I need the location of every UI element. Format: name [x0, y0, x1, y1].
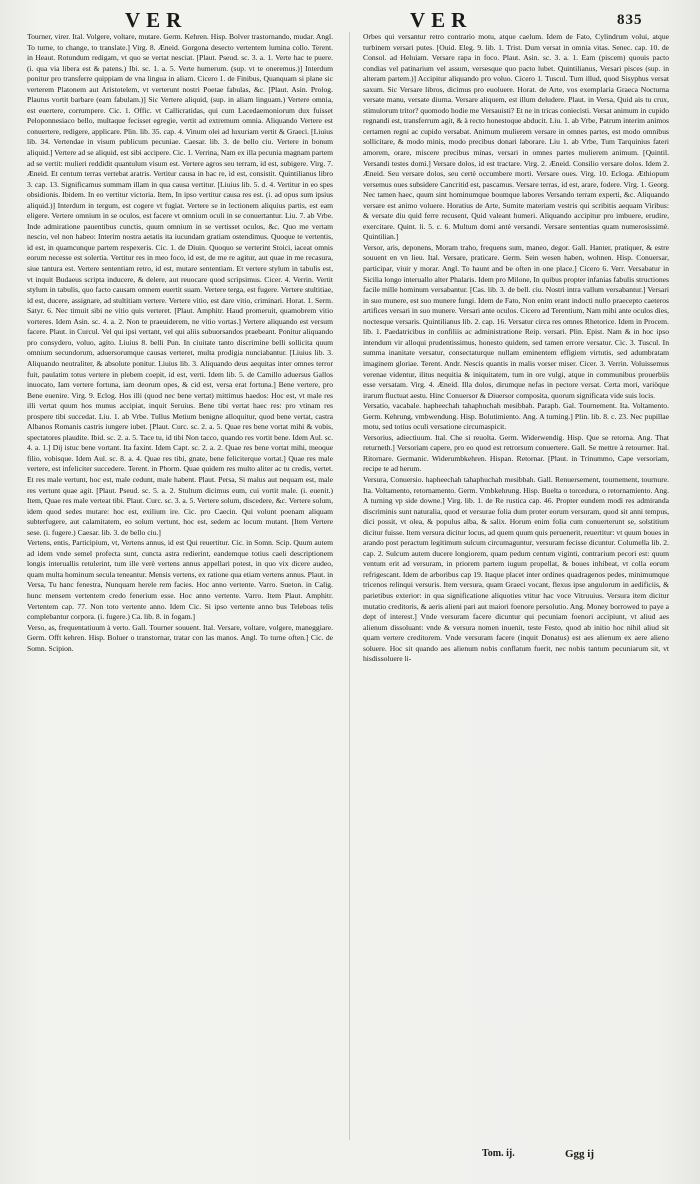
entry-paragraph: Versura, Conuersio. hapheechah tahaphuchah mesibbah. Gall. Renuersement, tournement, tournure. Ita. Voltamento, retornamento. Germ. Vmbkehrung. Hisp. Buelta o torcedura, o retornamiento. Ang. A turning vp side downe.] Virg. lib. 1. de Re rustica cap. 46. Propter eundem modi res admiranda discriminis sunt naturalia, quod et versurae folia dum proter eorum versuram, quod sit anni tempus, dici possit, vt olea, & populus alba, & salix. Horum enim folia cum conuerterunt se, solstitium dicitur fuisse. Item versura dicitur locus, ad quem quum quis peruenerit, reuertitur: vt quum boues in arando post peractum legitimum sulcum circumaguntur, versuram fecisse dicuntur. Columella lib. 2. cap. 2. Sulcum autem ducere longiorem, quam pedum centum viginti, contrarium pecori est: quum ventum erit ad versuram, in priorem partem iugum propellat, & boues inhibeat, vt colla eorum refrigescant. Idem de arboribus cap 19. Itaque placet inter ordines quadragenos pedes, minimumque tricenos relinqui versuris. Item versura, quam Graeci vocant, flexus ipse angulorum in aedificiis, & parietibus exterior: in qua significatione aliquoties vtitur hac voce Vitruuius. Versura item dicitur mutatio creditoris, & aeris alieni pari aut maiori foenore persolutio. Ang. Money borrowed to paye a dept of interest.] Vnde versuram facere dicuntur qui pecuniam foenori accipiunt, vt aliud aes alienum dissoluant: vnde & versura nomen inuenit, teste Festo, quod ab initio hoc nihil aliud sit quam vertere creditorem. Vnde versuram facere (inquit Donatus) est aes alienum ex aere alieno soluere. Hoc sit quando aes alienum nobis conflatum fuerit, nec nobis tantum pecuniarum sit, vt hisdissoluere li-	[363, 474, 669, 664]
entry-paragraph: Orbes qui versantur retro contrario motu, atque caelum. Idem de Fato, Cylindrum volui, atque turbinem versari putes. [Ouid. Eleg. 9. lib. 1. Trist. Dum versat in omnia vitas. Senec. cap. 10. de Consol. ad Heluiam. Versare rapa in foco. Plaut. Asin. sc. 3. a. 1. Eam (piscem) quouis pacto condias vel patinarium vel assum, versesque quo pacto lubet. Quintilianus, Versari pisces (sup. in alteram partem.)] Accipitur aliquando pro voluo. Cicero 1. Tuscul. Tum illud, quod Sisyphus versat saxum. Sic Versare libros, dicimus pro euoluere. Horat. de Arte, vos exemplaria Graeca Nocturna versate manu, versate diurna. Versare aliquem, est illum deludere. Plaut. in Versa, Quid ais tu crux, stimulorum tritor? quomodo hodie me Versauisti? Et ne in tricas coniecisti. Versat animum in cupido regnandi est, transferrum agit, & à recto honestoque abducit. Liu. 1. ab Vrbe, Patrum interim animos certamen regni ac cupido versabat. Animum mulierem versare in omnes partes, est modo omnibus sollicitare, & modo minis, modo precibus donari laborare. Liu 1. ab Vrbe, Tum Tarquinius fateri amorem, orare, miscere precibus minas, versari in omnes partes mulierem animum. [Quintil. Versandi testes domi.] Versare dolos, id est tractare. Virg. 2. Æneid. Consilio versare dolos. Idem 2. Æneid. Seu versare dolos, seu certè occumbere morti. Versare oues. Virg. 10. Ecloga. Æthiopum versemus oues subsidere Cancritid est, pascamus. Versare terras, id est, arare, fodere. Virg. 1. Georg. Nec tamen haec, quum sint hominumque boumque labores Versando terram experti, &c. Aliquando versare est animo voluere. Horatius de Arte, Sumite materiam vestris qui scribitis aequam Viribus: & versate diu quid ferre recusent, Quid valeant humeri. Aliquando accipitur pro imbuere, erudire, exercitare. Quint. li. 5. c. 6. Multum domi antè versandi. Versare sententias quam numerosissimè. Quintilian.]	[363, 32, 669, 242]
entry-paragraph: Versor, aris, deponens, Moram traho, frequens sum, maneo, degor. Gall. Hanter, pratiquer, & estre souuent en vn lieu. Ital. Versare, praticare. Germ. Sein wesen haben, wohnen. Hisp. Conuersar, participar, viuir y morar. Angl. To haunt and be often in one place.] Cicero 6. Verr. Versabatur in Sicilia longo interuallo alter Phalaris. Idem pro Milone, In quibus propter infanias fabulis structiones facile mille hominum versabantur. [Cas. lib. 3. de bell. ciu. Nostri intra vallum versabantur.] Versari in suo munere, est suo munere fungi. Idem de Fato, Non enim erant indocti nullo praecepto caeteros artifices versari in suo munere. Versari ante oculos. Cicero ad Terentium, Nam mihi ante oculos dies, noctesque versaris. Quintilianus lib. 2. cap. 16. Versatur circa res omnes Rhetorice. Idem in Procem. lib. 1. Paedatricibus in confiliis ac administratione Reip. versari. Plin. Epist. Nam & in hoc ipso intendum vir alloqui prudentissimus, honesto quidem, sed tamen errore versatur. Cic. 3. Tuscul. In summa inanitate versatur, consectaturque nullam eminentem effigiem virtutis, sed adumbratam imaginem gloriae. Terent. Andr. Nescis quantis in malis vorser miser. Cicer. 3. Verrin. Voluissemus verenae videntur, ilitus nequitia & iniquitatem, tum in ore vulgi, atque in communibus prouerbiis esse versatam. Virg. 4. Æneid. Illa dolos, dirumque nefas in pectore versat. Certa mori, variòque irarum fluctuat aestu. Hinc Conuersor & Diuersor composita, quorum significata vide suis locis.	[363, 242, 669, 400]
entry-paragraph: Verso, as, frequentatiuum à verto. Gall. Tourner souuent. Ital. Versare, voltare, volgere, maneggiare. Germ. Offt kehren. Hisp. Boluer o transtornar, tratar con las manos. Angl. To turne often.] Cic. de Somn. Scipion.	[27, 622, 333, 653]
running-head-right: VER	[410, 8, 473, 32]
entry-paragraph: Versorius, adiectiuum. Ital. Che si reuolta. Germ. Widerwendig. Hisp. Que se retorna. Ang. That returneth.] Versoriam capere, pro eo quod est retrorsum conuertere. Gall. Se mettre à retourner. Ital. Ritornare. Germanic. Widerumbkehren. Hispan. Retornar. [Plaut. in Trinummo, Cape versoriam, recipe te ad herum.	[363, 432, 669, 474]
column-divider	[349, 32, 350, 1140]
volume-mark: Tom. ij.	[482, 1148, 515, 1159]
running-head-left: VER	[125, 8, 188, 32]
entry-paragraph: Versatio, vacabale. hapheechah tahaphuchah mesibbah. Paraph. Gal. Tournement. Ita. Voltamento. Germ. Kehrung, vmbwendung. Hisp. Bolutimiento. Ang. A turning.] Plin. lib. 8. c. 23. Nec pupillae motu, sed totius oculi versatione circumaspicit.	[363, 401, 669, 432]
signature-mark: Ggg ij	[565, 1148, 595, 1160]
entry-paragraph: Vertens, entis, Participium, vt, Vertens annus, id est Qui reuertitur. Cic. in Somn. Scip. Quum autem ad idem vnde semel profecta sunt, cuncta astra redierint, eandemque totius caeli descriptionem longis interuallis retulerint, tum ille verè vertens annus appellari potest, in quo vix dicere audeo, quam multa hominum secula teneantur. Mensis vertens, ex ratione qua etiam vertens annus. Plaut. in Versa, Tu hanc fenestra, Nunquam herele rem facies. Hoc anno vertente. Varro. Sueton. in Calig. hunc mensem vertentem credo fenerium esse. Hoc anno vertente. Varro. Item Plaut. Amphitr. Vertentem cap. 77. Non toto vertente anno. Idem Cic. Si ipso vertente anno bus Teleboas telis complebantur corpora. (i. fugere.) Ca. lib. 8. in fogam.]	[27, 538, 333, 622]
right-column	[363, 32, 669, 1140]
entry-paragraph: Tourner, virer. Ital. Volgere, voltare, mutare. Germ. Kehren. Hisp. Bolver trastornando, mudar. Angl. To turne, to change, to translate.] Virg. 8. Æneid. Gorgona desecto vertentem lumina collo. Terent. in Heaut. Rotundum redigam, vt quo se vertat nesciat. [Plaut. Pseud. sc. 3. a. 1. Verte hac te puere. (i. qua via libera est & patens.) Ibi. sc. 1. a. 5. Verte humerum. (sup. vt te oneremus.)] Interdum ponitur pro transferre quippiam de vna lingua in aliam. Cicero 1. de Finibus, Quanquam si plane sic verterem Platonem aut Aristotelem, vt verterunt nostri Poetae fabulas, &c. [Plaut. Asin. Prolog. Plautus vortit barbare (eam fabulam.)] Sic Vertere aliquid, (sup. in aliam linguam.) Vertere omnia, est euertere, corrumpere. Cic. 1. Offic. vt Callicratidas, qui cum Lacedaemoniorum dux fuisset Peloponnesiaco bello, multaque fecisset egregie, vertit ad extremum omnia. Aliquando Vertere est conuertere, redigere, applicare. Plin. lib. 35. cap. 4. Vinum olei ad luxuriam vertit & Graeci. [Liuius lib. 34. Vertendae in visum publicum pecuniae. Caesar. lib. 3. de bello ciu. Vertere in bonum aliquid.] Vertere ad se aliquid, est sibi accipere. Cic. 1. Verrina, Nam ex illa pecunia magnam partem ad se vertit: mulieri reddidit quantulum visum est. Vertere agros seu terram, id est, subigere. Virg. 7. Æneid. Et centum terras vertebat aratris. Vertitur causa in hac re, id est, consistit. Quintilianus libro 3. cap. 13. Significamus summam illam in qua causa vertitur. [Liuius lib. 5. d. 4. Vertitur in eo spes obsidionis. Ibidem. In eo vertitur victoria. Item, In ipso vertitur causa res est. (i. ad opus sum ipsius aliquid.)] Interdum in tergum, est cogere vt fugiat. Vertere se in lectionem aliquius partis, est eam eligere. Vertere omnium in se oculos, est facere vt omnium oculi in se conuertantur. Liu. 7. ab Vrbe. Inde admiratione pauentibus cunctis, quum omnium in se vertisset oculos, &c. Quo me vertam nescio, vel non habeo: Interim nostra aetatis ita iucundam gratiam ostendimus. Quoque te vertentis, id est, in quamcunque partem respexeris. Cic. 1. de Diuin. Quoquo se verterint Stoici, iaceat omnis eorum necesse est solertia. Vertitur res in meo foco, id est, de me re agitur, aut quae in me recasura, siue tantura est. Vertere sententiam retro, id est, mutare sententiam. Et vertere stylum in tabulis est, vt inquit Budaeus scripta inducere, & delere, aut reuocare quod scripsimus. Cicer. 4. Verrin. Vertit stylum in tabulis, quo facto causam omnem euertit suam. Vertere terga, est fugere. Vertere stultitiae, id est, ducere, assignare, ad stultitiam vertere. Vertere vitio, est dare vitio, criminari. Horat. 1. Serm. Satyr. 6. Nec timuit sibi ne vitio quis verteret. [Plaut. Amphitr. Haud promeruit, quamobrem vitio vorteres. Idem Asin. sc. 4. a. 2. Non te praeuiderem, ne vitio vortas.] Vertere aliquando est versum facere. Plaut. in Curcul. Vel qui ipsi vertant, vel qui aliis subuorsandos praebeant. Ponitur aliquando pro consydero, voluo, agito. Liuius 8. belli Pun. In ciuitate tanto discrimine belli sollicita quum omnium secundorum, aduersorumque causas verteret, multa prodigia nunciabantur. [Liuius lib. 3. Aliquando neutraliter, & absolute ponitur. Liuius lib. 3. Aliquando deus aequitas inter omnes terror fuit, paulatim totus vertere in plebem coepit, id est, verti. Idem lib. 5. de Camillo aduersus Gallos inuocato, Iam vertere fortuna, iam deorum opes, & cid est, versa erat fortuna.] Bene vertere, pro Bene euenire. Virg. 9. Eclog. Hos illi (quod nec bene vertat) mittimus haedos: Hoc est, vt male res illi vertat quum hos munus accipiat, inquit Seruius. Bene tibi vertat haec res: pro vtinam res prospere tibi succedat. Liu. 1. ab Vrbe. Tullus Metium benigne alloquitur, quod bene vertat, castra Albanos Romanis castris iungere iubet. [Plaut. Curc. sc. 2. a. 5. Quae res bene vortat mihi & vobis, spectatores plaudite. Ibid. sc. 2. a. 5. Tace tu, id tibi Non tacco, quando res vortit bene. Idem Aul. sc. 4. a. 1.] Dij istuc bene vortant. Ita faxint. Idem Capt. sc. 2. a. 2. Quae res bene vortat mihi, meoque filio, vobisque. Idem Aul. sc. 8. a. 4. Quae res tibi, gnate, bene feliciterque vortat.] Quae res male vertere, est infeliciter succedere. Terent. in Phorm. Quae quidem res multo aliter ac tu credis, vertet. Et res male vertunt, hoc est, male cedunt, male habent. Plaut. Persa, Si malus aut nequam est, male res vertunt quae agit. [Plaut. Pseud. sc. 5. a. 2. Stultum dicimus eum, cui vortit male. (i. euenit.) Item, Quae res male verteat tibi. Plaut. Curc. sc. 3. a. 5. Vertere solum, discedere, &c. Vertere solum, idem quod sedes mutare: hoc est, exilium ire. Cic. pro Caecin. Qui volunt poenam aliquam subterfugere, aut calamitatem, eo solum vertunt, hoc est, sedem ac locum mutant. [Item Vertere sese. (i. fugere.) Caesar. lib. 3. de bello ciu.]	[27, 32, 333, 537]
left-column	[27, 32, 333, 1140]
page-number: 835	[617, 12, 643, 28]
